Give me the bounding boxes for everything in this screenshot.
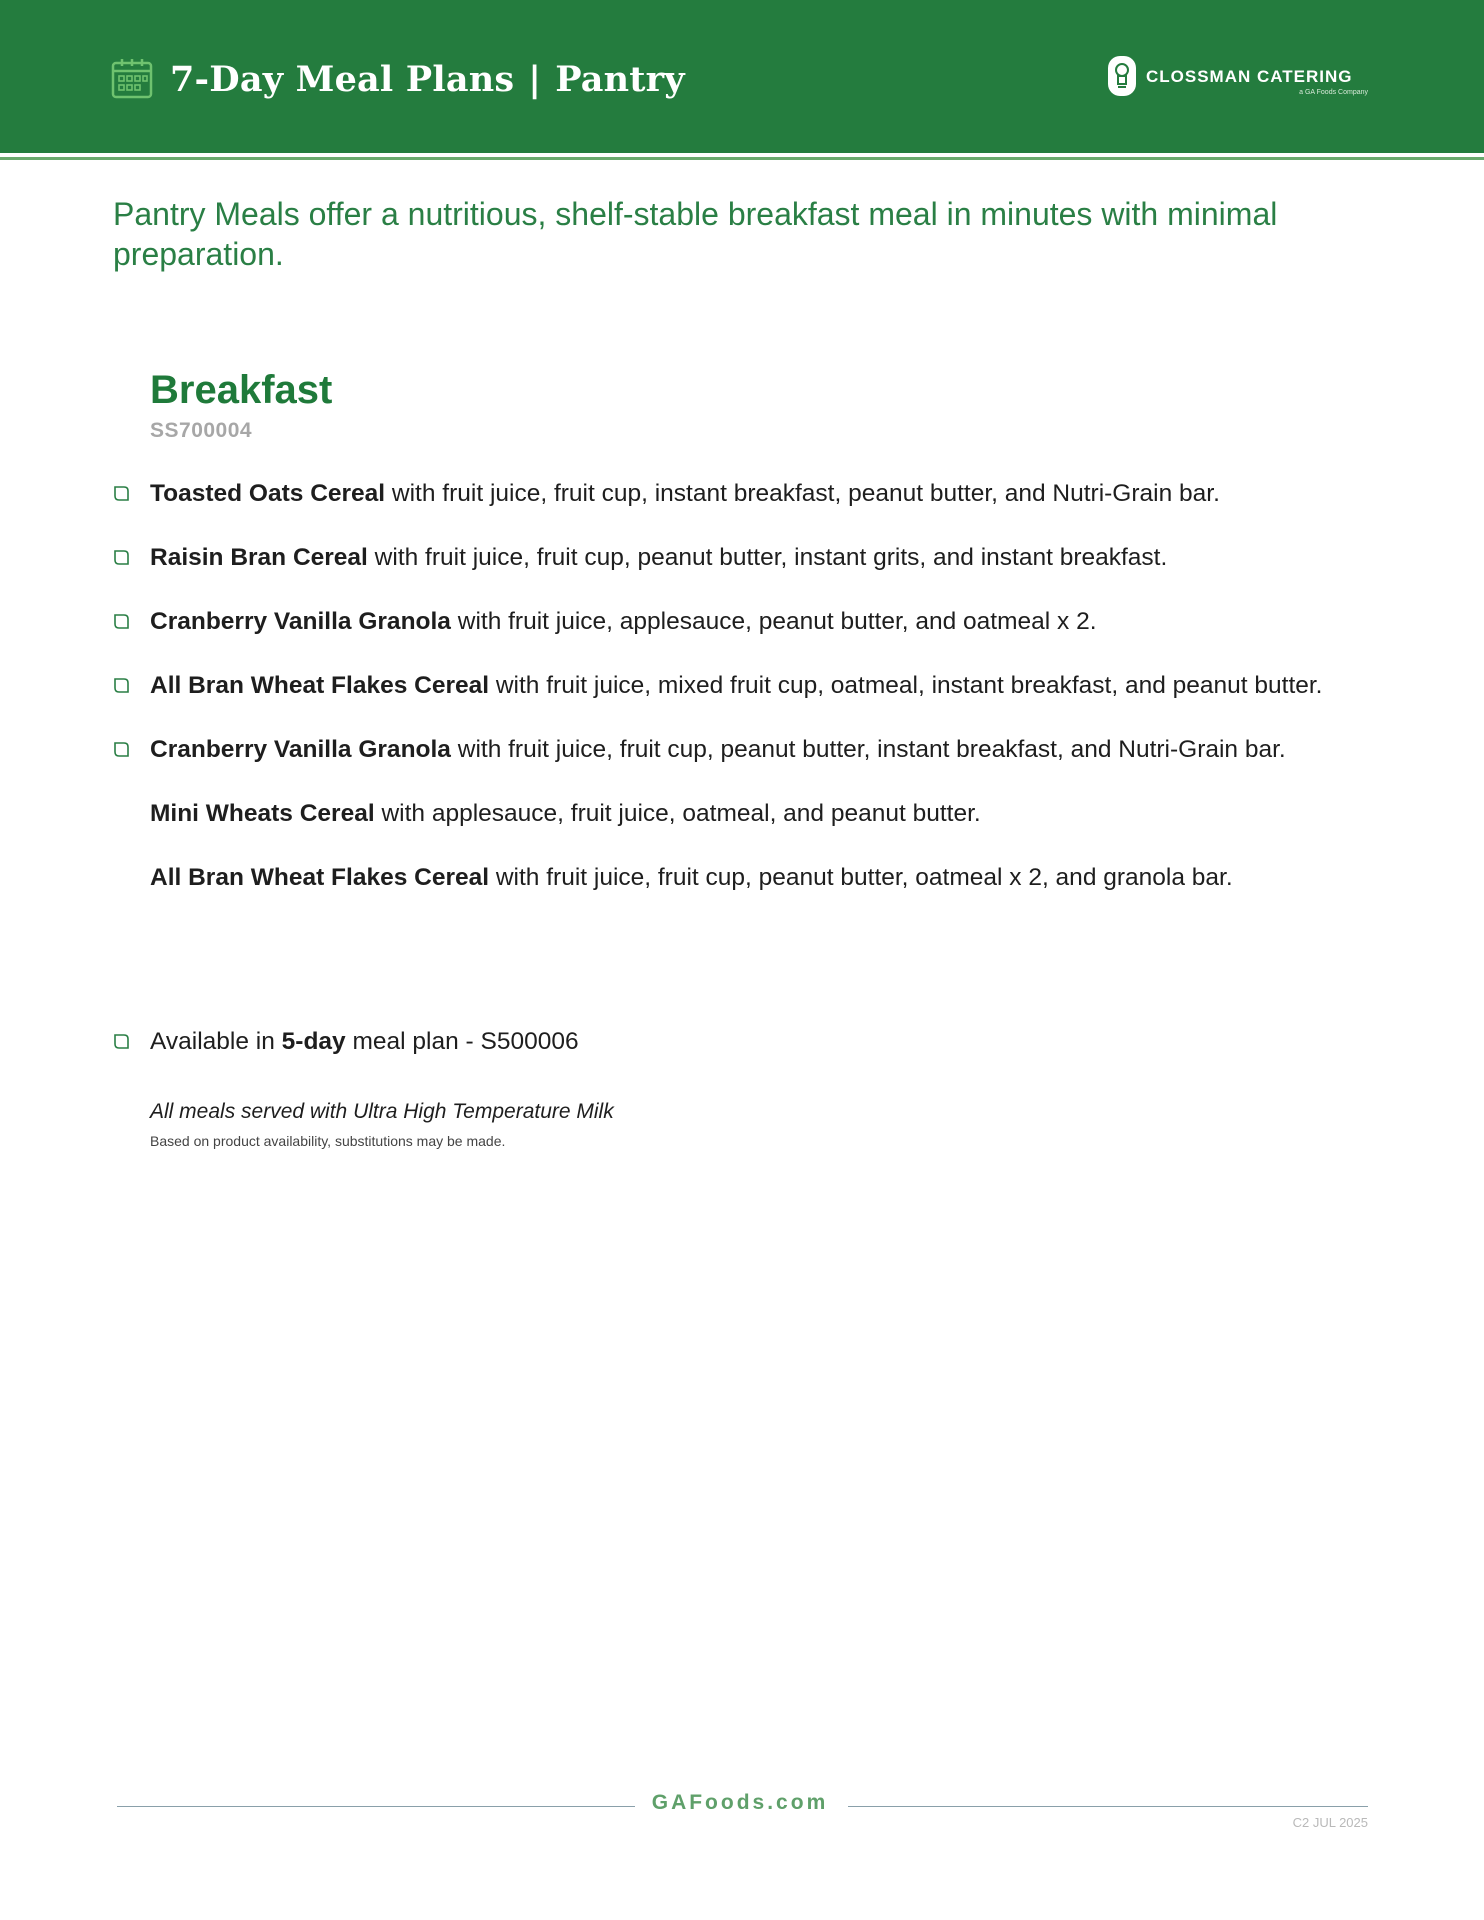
section-title: Breakfast <box>150 368 333 412</box>
meal-list <box>110 477 1370 925</box>
meal-item <box>110 477 1370 510</box>
meal-item <box>110 669 1370 702</box>
meal-name: Cranberry Vanilla Granola <box>150 608 451 635</box>
meal-description: with fruit juice, fruit cup, peanut butter, oatmeal x 2, and granola bar. <box>489 864 1233 891</box>
footer-rule-right <box>848 1806 1368 1807</box>
substitution-note: Based on product availability, substitutions may be made. <box>150 1133 506 1149</box>
title-main: 7-Day Meal Plans <box>170 59 515 100</box>
meal-description: with fruit juice, fruit cup, instant breakfast, peanut butter, and Nutri-Grain bar. <box>385 480 1220 507</box>
meal-name: Mini Wheats Cereal <box>150 800 375 827</box>
logo-name: CLOSSMAN CATERING <box>1146 67 1353 86</box>
footer-date: C2 JUL 2025 <box>1292 1815 1368 1830</box>
availability-suffix: meal plan - S500006 <box>345 1028 579 1055</box>
meal-item <box>110 541 1370 574</box>
chef-hat-icon <box>1108 56 1136 96</box>
meal-description: with fruit juice, applesauce, peanut butter, and oatmeal x 2. <box>450 608 1097 635</box>
title-separator: | <box>528 59 542 100</box>
meal-description: with fruit juice, fruit cup, peanut butter, instant grits, and instant breakfast. <box>367 544 1168 571</box>
bullet-icon <box>113 677 130 694</box>
meal-name: All Bran Wheat Flakes Cereal <box>150 864 490 891</box>
footer-site-link[interactable]: GAFoods.com <box>651 1791 829 1814</box>
section-code: SS700004 <box>150 419 253 442</box>
meal-description: with fruit juice, mixed fruit cup, oatmeal, instant breakfast, and peanut butter. <box>489 672 1323 699</box>
meal-item <box>110 861 1370 894</box>
meal-item <box>110 797 1370 830</box>
bullet-icon <box>113 613 130 630</box>
calendar-icon <box>110 56 154 100</box>
meal-name: Raisin Bran Cereal <box>150 544 368 571</box>
bullet-icon <box>113 741 130 758</box>
meal-item <box>110 605 1370 638</box>
meal-item <box>110 733 1370 766</box>
meal-description: with fruit juice, fruit cup, peanut butter, instant breakfast, and Nutri-Grain bar. <box>450 736 1286 763</box>
bullet-icon <box>113 1033 130 1050</box>
meal-name: Toasted Oats Cereal <box>150 480 386 507</box>
availability-bold: 5-day <box>281 1028 346 1055</box>
logo-tagline: a GA Foods Company <box>1299 89 1368 96</box>
page-title <box>170 52 685 108</box>
title-sub: Pantry <box>555 59 685 100</box>
milk-note: All meals served with Ultra High Temperature Milk <box>150 1100 614 1123</box>
meal-description: with applesauce, fruit juice, oatmeal, and peanut butter. <box>374 800 981 827</box>
meal-name: Cranberry Vanilla Granola <box>150 736 451 763</box>
footer-rule-left <box>117 1806 635 1807</box>
company-logo <box>1108 56 1368 102</box>
bullet-icon <box>113 485 130 502</box>
availability-note <box>110 1025 1350 1058</box>
header-bar <box>0 0 1484 153</box>
intro-text: Pantry Meals offer a nutritious, shelf-stable breakfast meal in minutes with minimal preparation. <box>113 196 1278 272</box>
meal-name: All Bran Wheat Flakes Cereal <box>150 672 490 699</box>
header-divider <box>0 157 1484 160</box>
bullet-icon <box>113 549 130 566</box>
availability-prefix: Available in <box>150 1028 282 1055</box>
